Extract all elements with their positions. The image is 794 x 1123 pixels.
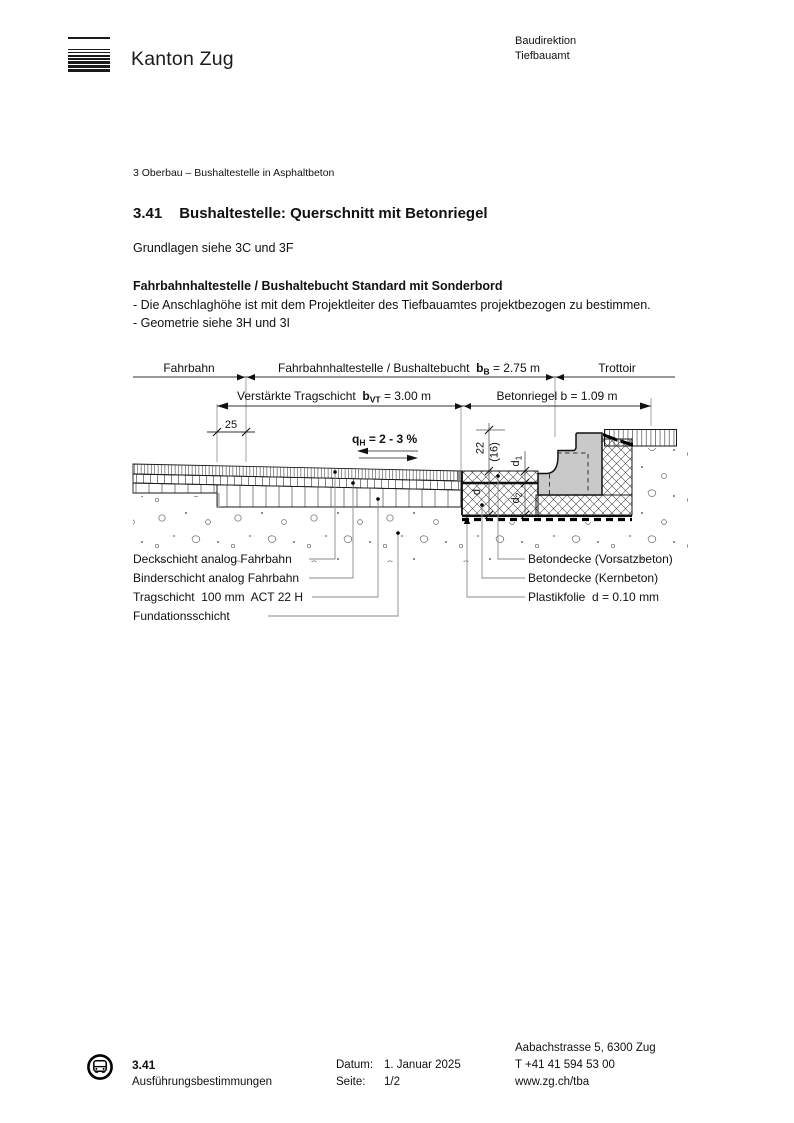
intro-line: Grundlagen siehe 3C und 3F bbox=[133, 241, 294, 255]
bus-icon bbox=[85, 1052, 115, 1082]
footer-seite-value: 1/2 bbox=[384, 1076, 400, 1088]
label-plastikfolie: Plastikfolie d = 0.10 mm bbox=[528, 590, 660, 604]
dim-label-verstaerkte-tragschicht: Verstärkte Tragschicht $b_{VT} = 3.00$ m bbox=[237, 389, 431, 405]
label-vorsatzbeton: Betondecke (Vorsatzbeton) bbox=[528, 552, 673, 566]
sonderbord-curb bbox=[538, 433, 602, 495]
offset-25-dimension bbox=[207, 419, 255, 436]
dim-label-16: (16) bbox=[488, 442, 501, 462]
footer-datum-label: Datum: bbox=[336, 1059, 374, 1071]
footer-doc-type: Ausführungsbestimmungen bbox=[132, 1076, 272, 1088]
page-title bbox=[133, 205, 488, 222]
section-heading: Fahrbahnhaltestelle / Bushaltebucht Standard mit Sonderbord bbox=[133, 279, 503, 293]
footer-address: Aabachstrasse 5, 6300 Zug bbox=[515, 1042, 656, 1054]
trottoir-pavement bbox=[603, 430, 677, 447]
label-binderschicht: Binderschicht analog Fahrbahn bbox=[133, 571, 300, 585]
label-tragschicht: Tragschicht 100 mm ACT 22 H bbox=[133, 590, 304, 604]
joint-strip bbox=[458, 471, 462, 481]
dim-label-d2: $d_2$ bbox=[510, 492, 524, 504]
layer-labels bbox=[133, 552, 673, 623]
title-text: Bushaltestelle: Querschnitt mit Betonriegel bbox=[179, 205, 488, 222]
section-bullet-2: - Geometrie siehe 3H und 3I bbox=[133, 316, 291, 330]
cross-section-diagram bbox=[120, 355, 700, 633]
zone-dimension-line bbox=[133, 361, 675, 381]
zone-label-fahrbahn: Fahrbahn bbox=[163, 361, 215, 375]
footer-number: 3.41 bbox=[132, 1058, 156, 1072]
footer-phone: T +41 41 594 53 00 bbox=[515, 1059, 615, 1071]
label-deckschicht: Deckschicht analog Fahrbahn bbox=[133, 552, 292, 566]
zone-label-bushaltebucht: Fahrbahnhaltestelle / Bushaltebucht $b_B = 2.75$ m bbox=[278, 361, 540, 377]
department-block bbox=[515, 34, 576, 64]
dim-label-22: 22 bbox=[474, 441, 487, 455]
kanton-zug-wordmark: Kanton Zug bbox=[131, 48, 234, 70]
dim-label-25: 25 bbox=[224, 419, 238, 431]
department-line-1: Baudirektion bbox=[515, 35, 577, 47]
footer-web[interactable]: www.zg.ch/tba bbox=[515, 1076, 590, 1088]
footer-datum-value: 1. Januar 2025 bbox=[384, 1059, 461, 1071]
section-bullet-1: - Die Anschlaghöhe ist mit dem Projektleiter des Tiefbauamtes projektbezogen zu bestimmen. bbox=[133, 297, 651, 312]
section-block bbox=[133, 277, 733, 333]
slope-label: $q_H = 2 - 3$ % bbox=[352, 432, 418, 448]
department-line-2: Tiefbauamt bbox=[515, 50, 570, 62]
label-fundationsschicht: Fundationsschicht bbox=[133, 609, 230, 623]
label-kernbeton: Betondecke (Kernbeton) bbox=[528, 571, 659, 585]
footer-seite-label: Seite: bbox=[336, 1076, 366, 1088]
dim-label-betonriegel: Betonriegel b = 1.09 m bbox=[496, 389, 618, 403]
zone-label-trottoir: Trottoir bbox=[598, 361, 636, 375]
layer-tragschicht bbox=[133, 483, 217, 493]
title-number: 3.41 bbox=[133, 205, 163, 222]
curb-bedding bbox=[536, 495, 632, 515]
curb-backfill bbox=[602, 439, 632, 495]
breadcrumb: 3 Oberbau – Bushaltestelle in Asphaltbeton bbox=[133, 167, 335, 179]
slope-annotation bbox=[352, 432, 418, 461]
kanton-zug-logo-icon bbox=[68, 37, 110, 72]
curb-profile bbox=[538, 433, 602, 495]
dim-label-d: d bbox=[471, 488, 483, 496]
dim-label-d1: $d_1$ bbox=[510, 455, 524, 467]
tragschicht-step-shadow bbox=[218, 493, 220, 507]
width-dimension-line bbox=[217, 389, 651, 410]
